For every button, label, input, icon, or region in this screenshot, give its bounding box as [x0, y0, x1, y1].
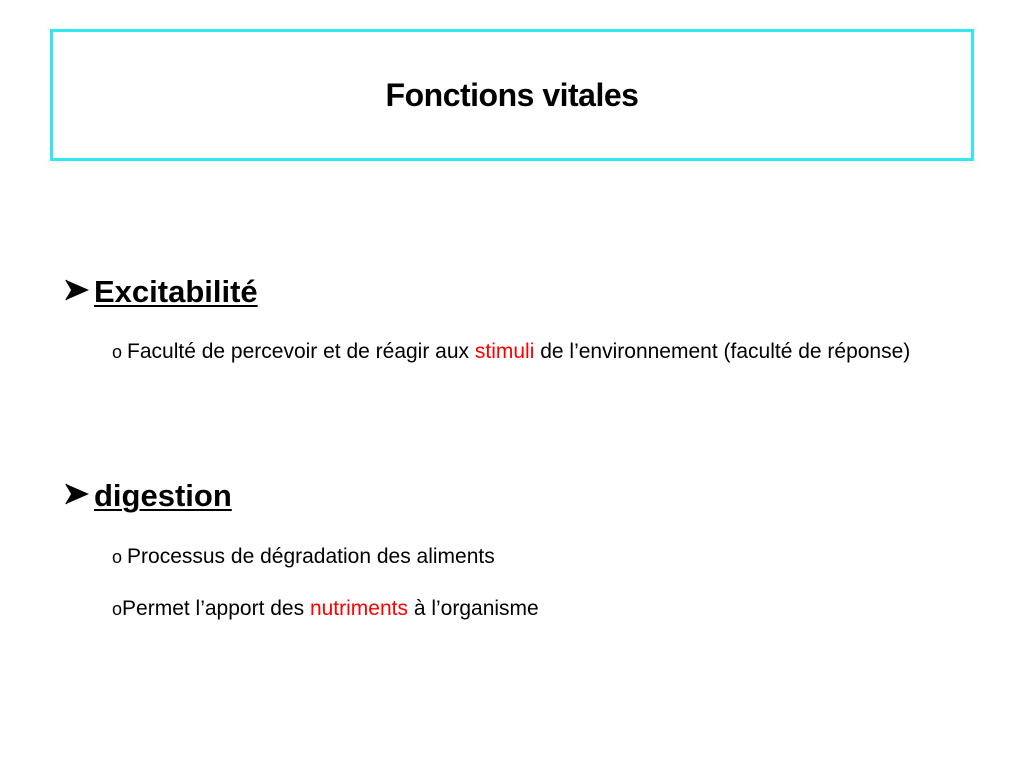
- list-item: [112, 541, 1012, 573]
- highlight-text: stimuli: [474, 340, 535, 363]
- title-box: [50, 29, 974, 161]
- item-text: Permet l’apport des: [122, 597, 310, 620]
- circle-bullet-icon: o: [112, 599, 123, 619]
- section-heading-digestion: [62, 478, 232, 514]
- circle-bullet-icon: o: [112, 547, 123, 567]
- section-heading-excitabilite: [62, 274, 258, 310]
- item-text: à l’organisme: [408, 597, 539, 620]
- list-item: [112, 336, 1012, 368]
- item-text: Processus de dégradation des aliments: [127, 545, 495, 568]
- item-text: Faculté de percevoir et de réagir aux: [127, 340, 475, 363]
- slide-title: Fonctions vitales: [385, 76, 639, 113]
- circle-bullet-icon: o: [112, 342, 123, 362]
- arrow-bullet-icon: [62, 278, 92, 302]
- list-item: [112, 593, 1012, 625]
- highlight-text: nutriments: [309, 597, 408, 620]
- item-text: de l’environnement (faculté de réponse): [534, 340, 911, 363]
- arrow-bullet-icon: [62, 482, 92, 506]
- section-heading-text: digestion: [94, 478, 232, 513]
- section-heading-text: Excitabilité: [94, 274, 258, 309]
